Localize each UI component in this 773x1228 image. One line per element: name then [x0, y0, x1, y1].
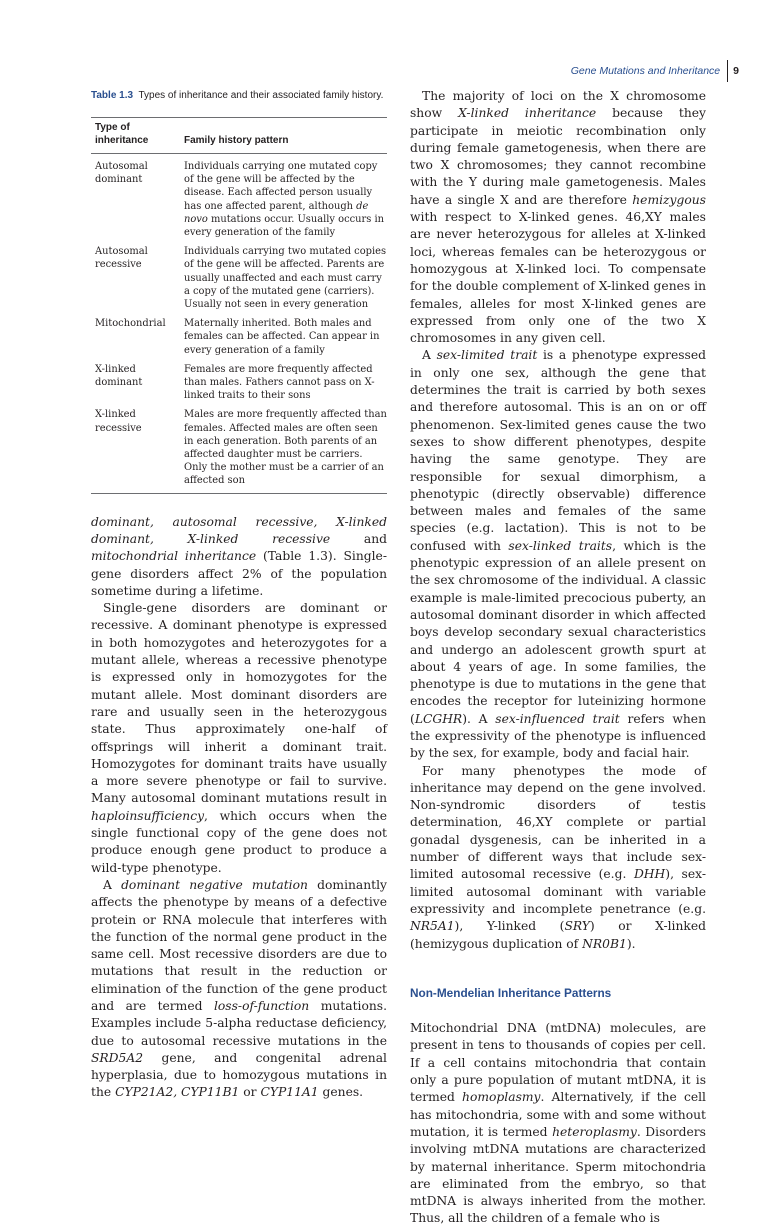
running-title: Gene Mutations and Inheritance	[570, 65, 721, 77]
left-column	[91, 88, 387, 1102]
family-history-pattern: Individuals carrying one mutated copy of the gene will be affected by the disease. Each affected person usually has one affected parent, although de novo mutations occur. Usually occurs in every generation of the family	[184, 161, 384, 239]
column-header-pattern: Family history pattern	[180, 118, 387, 154]
paragraph: For many phenotypes the mode of inheritance may depend on the gene involved. Non-syndromic disorders of testis determination, 46,XY complete or partial gonadal dysgenesis, can be inherited in a number of different ways that include sex-limited autosomal recessive (e.g. DHH), sex-limited autosomal dominant with variable expressivity and incomplete penetrance (e.g. NR5A1), Y-linked (SRY) or X-linked (hemizygous duplication of NR0B1).	[410, 763, 707, 951]
left-body-text	[91, 514, 387, 1102]
paragraph: Mitochondrial DNA (mtDNA) molecules, are present in tens to thousands of copies per cell. If a cell contains mitochondria that contain only a pure population of mutant mtDNA, it is termed homoplasmy. Alternatively, if the cell has mitochondria, some with and some without mutation, it is termed heteroplasmy. Disorders involving mtDNA mutations are characterized by maternal inheritance. Sperm mitochondria are eliminated from the embryo, so that mtDNA is always inherited from the mother. Thus, all the children of a female who is	[410, 1021, 706, 1226]
inheritance-type: X-linked recessive	[91, 402, 180, 493]
page-number: 9	[733, 65, 739, 77]
paragraph: A dominant negative mutation dominantly affects the phenotype by means of a defective protein or RNA molecule that interferes with the function of the normal gene product in the same cell. Most recessive disorders are due to mutations that result in the reduction or elimination of the function of the gene product and are termed loss-of-function mutations. Examples include 5-alpha reductase deficiency, due to autosomal recessive mutations in the SRD5A2 gene, and congenital adrenal hyperplasia, due to homozygous mutations in the CYP21A2, CYP11B1 or CYP11A1 genes.	[91, 877, 387, 1100]
family-history-pattern: Individuals carrying two mutated copies of the gene will be affected. Parents are usually unaffected and each must carry a copy of the mutated gene (carriers). Usually not seen in every generation	[184, 246, 387, 311]
right-column	[410, 88, 706, 1228]
column-header-type: Type of inheritance	[91, 118, 180, 154]
paragraph: A sex-limited trait is a phenotype expressed in only one sex, although the gene that determines the trait is carried by both sexes and therefore autosomal. This is an on or off phenomenon. Sex-limited genes cause the two sexes to show different phenotypes, despite having the same genotype. They are responsible for sexual dimorphism, a phenotypic (directly observable) difference between males and females of the same species (e.g. lactation). This is not to be confused with sex-linked traits, which is the phenotypic expression of an allele present on the sex chromosome of the individual. A classic example is male-limited precocious puberty, an autosomal dominant disorder in which affected boys develop secondary sexual characteristics and undergo an adolescent growth spurt at about 4 years of age. In some families, the phenotype is due to mutations in the gene that encodes the receptor for luteinizing hormone (LCGHR). A sex-influenced trait refers when the expressivity of the phenotype is influenced by the sex, for example, body and facial hair.	[410, 348, 707, 761]
paragraph: The majority of loci on the X chromosome show X-linked inheritance because they participate in meiotic recombination only during female gametogenesis, when there are two X chromosomes; they cannot recombine with the Y during male gametogenesis. Males have a single X and are therefore hemizygous with respect to X-linked genes. 46,XY males are never heterozygous for alleles at X-linked loci, whereas females can be heterozygous or homozygous at X-linked loci. To compensate for the double complement of X-linked genes in females, alleles for most X-linked genes are expressed from only one of the two X chromosomes in any given cell.	[410, 89, 706, 346]
table-caption	[91, 90, 387, 101]
right-body-text	[410, 88, 706, 1228]
running-header	[571, 60, 739, 82]
family-history-pattern: Maternally inherited. Both males and females can be affected. Can appear in every generation of a family	[184, 318, 380, 356]
table-row	[91, 239, 387, 311]
inheritance-table	[91, 117, 387, 494]
table-row	[91, 357, 387, 403]
table-caption-label: Table 1.3	[91, 90, 134, 101]
table-caption-text: Types of inheritance and their associated family history.	[138, 90, 384, 101]
inheritance-type: X-linked dominant	[95, 363, 143, 389]
section-heading: Non-Mendelian Inheritance Patterns	[410, 985, 612, 1000]
paragraph: dominant, autosomal recessive, X-linked dominant, X-linked recessive and mitochondrial inheritance (Table 1.3). Single-gene disorders affect 2% of the population sometime during a lifetime.	[91, 514, 387, 598]
inheritance-type: Autosomal recessive	[95, 246, 148, 271]
paragraph: Single-gene disorders are dominant or recessive. A dominant phenotype is expressed in both homozygotes and heterozygotes for a mutant allele, whereas a recessive phenotype is expressed only in homozygotes for the mutant allele. Most dominant disorders are rare and usually seen in the heterozygous state. Thus approximately one-half of offsprings will inherit a dominant trait. Homozygotes for dominant traits have usually a more severe phenotype or fail to survive. Many autosomal dominant mutations result in haploinsufficiency, which occurs when the single functional copy of the gene does not produce enough gene product to produce a wild-type phenotype.	[91, 601, 387, 875]
table-row	[91, 154, 387, 240]
inheritance-type: Autosomal dominant	[95, 161, 148, 186]
family-history-pattern: Females are more frequently affected than males. Fathers cannot pass on X-linked traits to their sons	[184, 363, 375, 402]
table-row	[91, 311, 387, 357]
inheritance-type: Mitochondrial	[95, 318, 166, 330]
table-row	[91, 402, 387, 493]
family-history-pattern: Males are more frequently affected than females. Affected males are often seen in each generation. Both parents of an affected daughter must be carriers. Only the mother must be a carrier of an affected son	[180, 402, 387, 493]
